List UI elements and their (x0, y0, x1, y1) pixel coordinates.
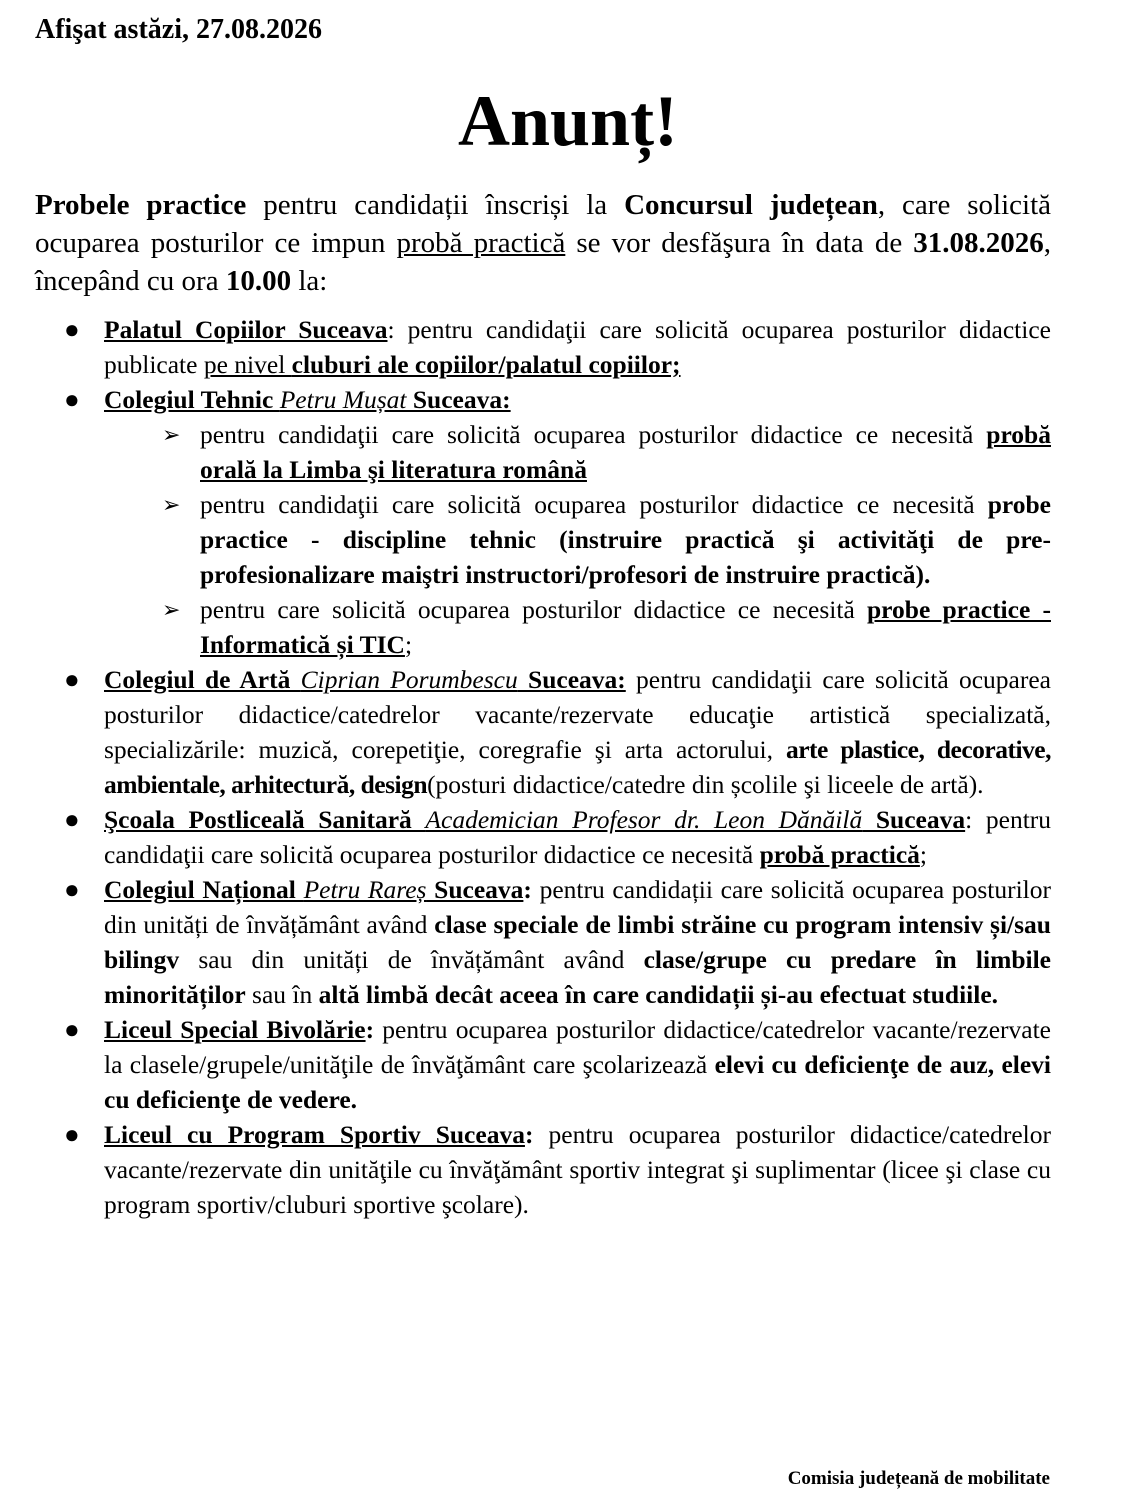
list-item (0, 872, 1051, 1012)
arrow-bullet-icon: ➢ (162, 422, 181, 447)
location-name: Suceava: (406, 385, 511, 414)
item-bold: probă practică (759, 840, 920, 869)
item-bold: : (365, 1015, 375, 1044)
location-name-italic: Petru Rareș (303, 875, 427, 904)
bullet-icon: ● (64, 875, 80, 904)
list-item (0, 1012, 1051, 1117)
item-text: pentru candidaţii care solicită ocuparea posturilor didactice/catedrelor vacante/rezervate educaţie artistică specializată, specializările: muzică, corepetiţie, coregrafie şi arta actorului, (104, 665, 1051, 764)
item-bold: : (523, 875, 532, 904)
item-text: (posturi didactice/catedre din școlile şi liceele de artă). (427, 770, 984, 799)
item-text: ; (919, 840, 927, 869)
location-name-italic: Petru Mușat (279, 385, 407, 414)
sub-item (0, 487, 1051, 592)
location-name: Colegiul de Artă (104, 665, 301, 694)
item-bold: elevi cu deficienţe de auz, elevi cu deficienţe de vedere. (104, 1050, 1051, 1114)
item-text: : pentru candidaţii care solicită ocuparea posturilor didactice publicate (104, 315, 1051, 379)
intro-hour: 10.00 (225, 265, 292, 297)
list-item (0, 802, 1051, 872)
intro-date: 31.08.2026 (913, 227, 1044, 259)
location-name: Suceava: (517, 665, 626, 694)
list-item (0, 382, 1051, 417)
location-name: Colegiul Național (104, 875, 304, 904)
intro-text-4: , care solicită ocuparea posturilor ce impun (35, 189, 1052, 259)
intro-text-10: la: (291, 265, 328, 297)
item-bold: : (524, 1120, 534, 1149)
location-name: Liceul Special Bivolărie (104, 1015, 366, 1044)
location-name: Suceava (426, 875, 524, 904)
bullet-icon: ● (64, 385, 80, 414)
item-text: sau din unități de învățământ având (179, 945, 644, 974)
list-item (0, 312, 1051, 382)
locations-list (0, 312, 1136, 1222)
intro-text-6: se vor desfăşura în data de (565, 227, 914, 259)
bullet-icon: ● (64, 1015, 80, 1044)
location-name: Şcoala Postliceală Sanitară (104, 805, 426, 834)
intro-paragraph (35, 186, 1051, 300)
bullet-icon: ● (64, 805, 80, 834)
intro-text-8: , începând cu ora (35, 227, 1051, 297)
bullet-icon: ● (64, 315, 80, 344)
item-text: sau în (245, 980, 319, 1009)
arrow-bullet-icon: ➢ (162, 492, 181, 517)
sub-item-bold: probe practice - discipline tehnic (instruire practică şi activităţi de pre-profesionalizare maiştri instructori/profesori de instruire practică). (200, 490, 1051, 589)
list-item (0, 662, 1051, 802)
intro-text-2: pentru candidații înscriși la (246, 189, 625, 221)
item-bold: cluburi ale copiilor/palatul copiilor; (291, 350, 681, 379)
location-name-italic: Ciprian Porumbescu (300, 665, 518, 694)
signature-committee: Comisia județeană de mobilitate (787, 1468, 1050, 1489)
item-text: pentru candidații care solicită ocuparea posturilor din unități de învățământ având (104, 875, 1051, 939)
sub-item (0, 592, 1051, 662)
location-name: Palatul Copiilor Suceava (104, 315, 388, 344)
intro-bold-3: Concursul județean (624, 189, 878, 221)
location-name: Suceava (862, 805, 966, 834)
intro-bold-1: Probele practice (35, 189, 247, 221)
bullet-icon: ● (64, 1120, 80, 1149)
sub-item (0, 417, 1051, 487)
item-text: pentru ocuparea posturilor didactice/catedrelor vacante/rezervate din unităţile cu învăţământ sportiv integrat şi suplimentar (licee şi clase cu program sportiv/cluburi sportive şcolare). (104, 1120, 1052, 1219)
posted-date: Afişat astăzi, 27.08.2026 (35, 14, 322, 45)
page-title: Anunț! (457, 81, 679, 161)
sub-item-text: ; (404, 630, 413, 659)
item-text: pe nivel (203, 350, 292, 379)
intro-underlined-5: probă practică (396, 227, 566, 259)
sub-item-text: pentru care solicită ocuparea posturilor didactice ce necesită (200, 595, 867, 624)
item-bold: arte plastice, decorative, ambientale, arhitectură, design (104, 735, 1052, 799)
bullet-icon: ● (64, 665, 80, 694)
list-item (0, 1117, 1051, 1222)
item-bold: clase/grupe cu predare în limbile minorităților (104, 945, 1052, 1009)
sub-item-text: pentru candidaţii care solicită ocuparea posturilor didactice ce necesită (200, 490, 988, 519)
sub-item-bold: probe practice - Informatică și TIC (200, 595, 1051, 659)
location-name-italic: Academician Profesor dr. Leon Dănăilă (425, 805, 863, 834)
arrow-bullet-icon: ➢ (162, 597, 181, 622)
item-bold: clase speciale de limbi străine cu program intensiv și/sau bilingv (104, 910, 1051, 974)
location-name: Liceul cu Program Sportiv Suceava (104, 1120, 525, 1149)
item-bold: altă limbă decât aceea în care candidații și-au efectuat studiile. (318, 980, 999, 1009)
sub-item-bold: probă orală la Limba şi literatura română (200, 420, 1051, 484)
location-name: Colegiul Tehnic (104, 385, 280, 414)
item-text: pentru ocuparea posturilor didactice/catedrelor vacante/rezervate la clasele/grupele/unităţile de învăţământ care şcolarizează (104, 1015, 1051, 1079)
sub-item-text: pentru candidaţii care solicită ocuparea posturilor didactice ce necesită (200, 420, 987, 449)
item-text: : pentru candidaţii care solicită ocuparea posturilor didactice ce necesită (104, 805, 1052, 869)
